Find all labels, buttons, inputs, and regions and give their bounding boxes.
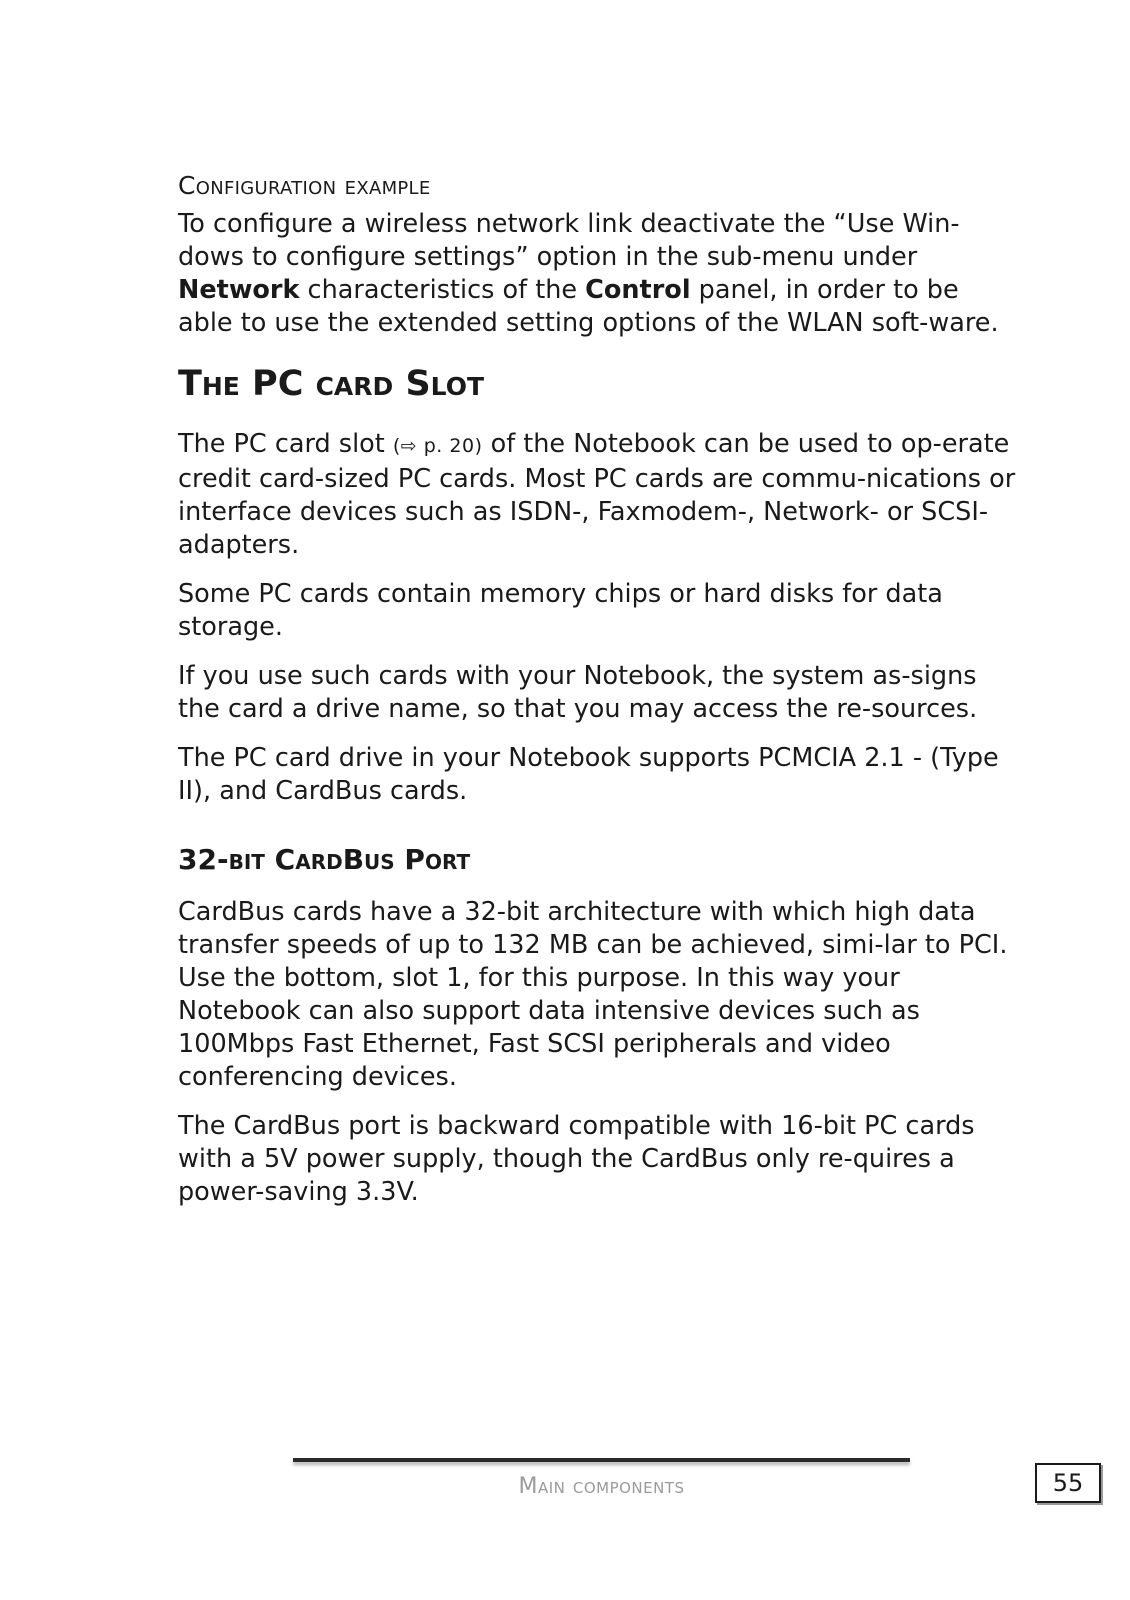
pc-card-slot-paragraph-4: The PC card drive in your Notebook supports PCMCIA 2.1 - (Type II), and CardBus cards. [178,743,999,806]
control-bold-text: Control [585,275,691,305]
network-bold-text: Network [178,275,300,305]
page-reference-link[interactable]: (⇨ p. 20) [392,435,483,457]
cardbus-port-paragraph-1: CardBus cards have a 32-bit architecture with which high data transfer speeds of up to 132 MB can be achieved, simi-lar to PCI. Use the bottom, slot 1, for this purpose. In this way your Notebook can also support data intensive devices such as 100Mbps Fast Ethernet, Fast SCSI peripherals and video conferencing devices. [178,897,1008,1092]
page-content [178,170,1018,1225]
configuration-example-paragraph [178,208,1018,340]
footer-chapter-label: Main components [518,1474,685,1499]
config-text-start: To configure a wireless network link deactivate the “Use Win-dows to configure settings” option in the sub-menu under [178,209,960,272]
footer-divider [293,1458,910,1462]
page-number-box: 55 [1035,1463,1101,1503]
configuration-example-heading: Configuration example [178,171,431,200]
config-text-middle: characteristics of the [299,275,586,305]
pc-card-text-end: of the Notebook can be used to op-erate credit card-sized PC cards. Most PC cards are commu-nications or interface devices such as ISDN-, Faxmodem-, Network- or SCSI-adapters. [178,429,1016,560]
cardbus-port-heading: 32-bit CardBus Port [178,843,471,876]
pc-card-text-start: The PC card slot [178,429,393,459]
pc-card-slot-paragraph-3: If you use such cards with your Notebook, the system as-signs the card a drive name, so that you may access the re-sources. [178,661,978,724]
pc-card-slot-paragraph-2: Some PC cards contain memory chips or hard disks for data storage. [178,579,943,642]
config-text-end: panel, in order to be able to use the extended setting options of the WLAN soft-ware. [178,275,999,338]
pc-card-slot-paragraph-1 [178,428,1018,562]
cardbus-port-paragraph-2: The CardBus port is backward compatible with 16-bit PC cards with a 5V power supply, though the CardBus only re-quires a power-saving 3.3V. [178,1111,975,1207]
pc-card-slot-heading: The PC card Slot [178,364,485,404]
